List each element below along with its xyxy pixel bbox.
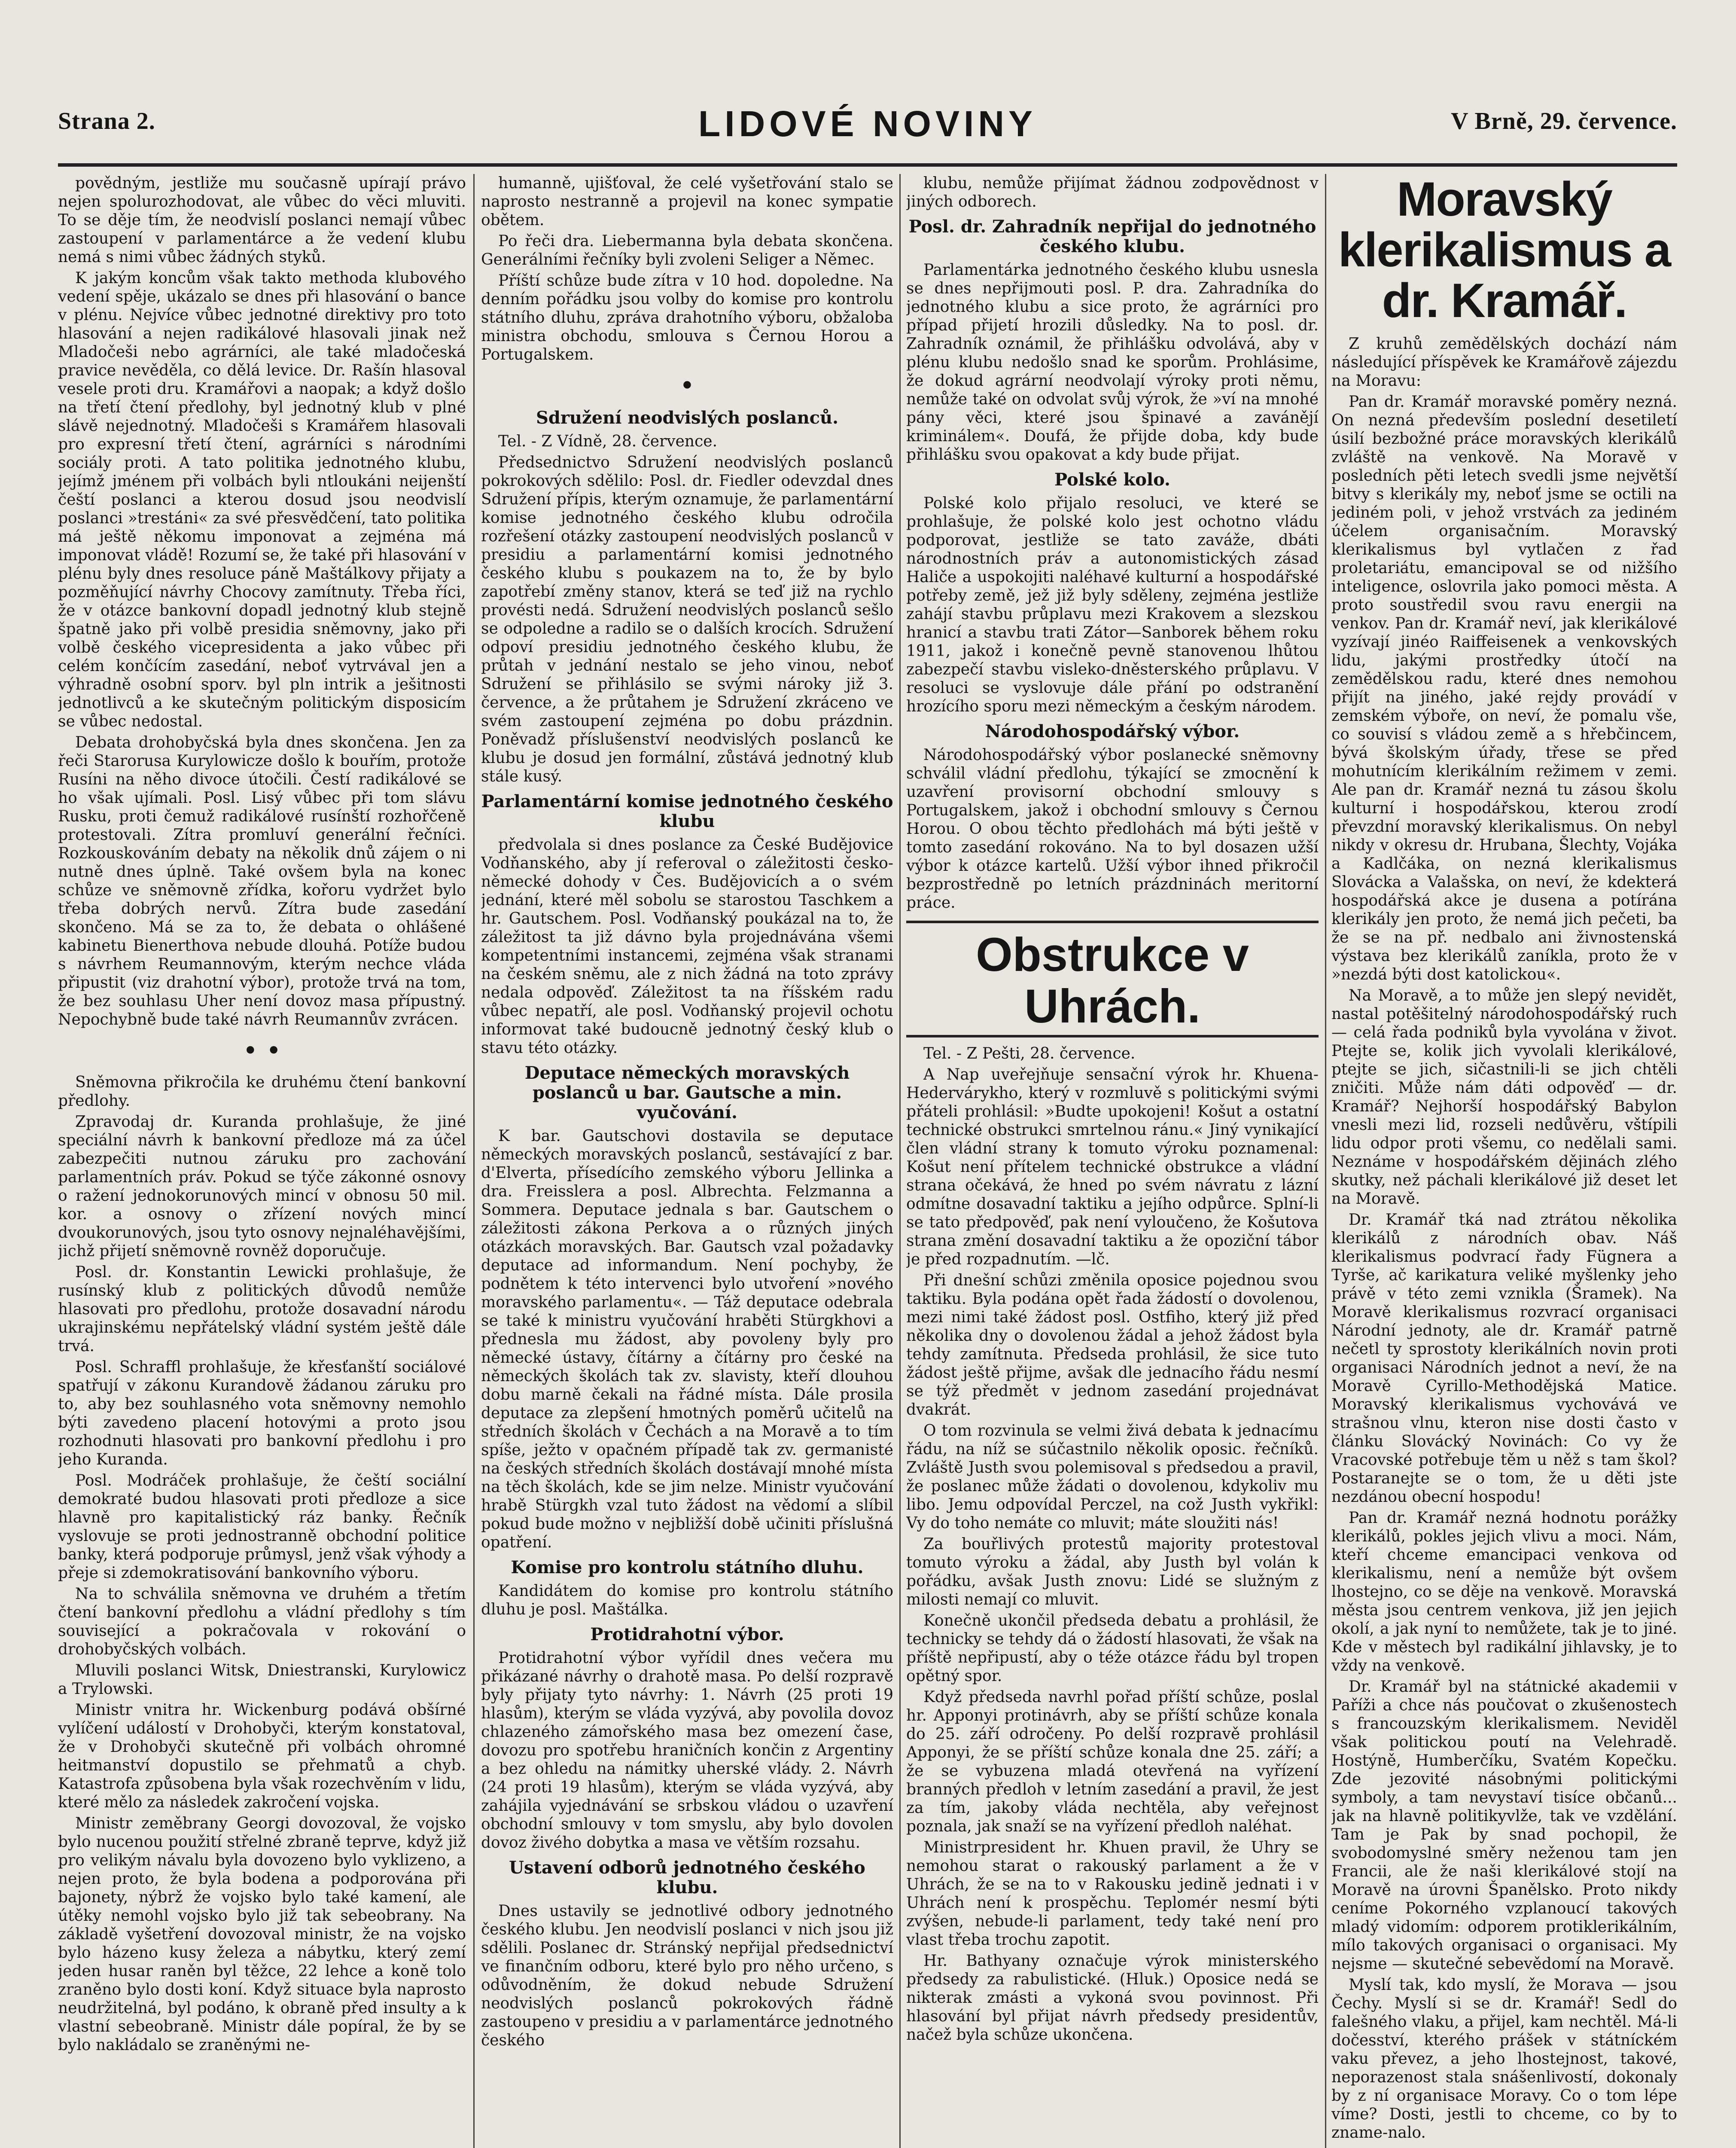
article-paragraph: Ministr vnitra hr. Wickenburg podává obšírné vylíčení událostí v Drohobyči, kterým konstatoval, že v Drohobyči skutečně při volbách ohromné heitmanství dopustilo se přehmatů a chyb. Katastrofa způsobena byla však rozechvěním v lidu, které mělo za následek zakročení vojska.: [58, 1701, 466, 1811]
article-paragraph: K bar. Gautschovi dostavila se deputace německých moravských poslanců, sestávající z bar. d'Elverta, přísedícího zemského výboru Jellinka a dra. Freisslera a posl. Albrechta. Felzmanna a Sommera. Deputace jednala s bar. Gautschem o záležitosti zákona Perkova a o různých jiných otázkách moravských. Bar. Gautsch vzal požadavky deputace ad informandum. Není pochyby, že podnětem k této intervenci bylo utvoření »nového moravského parlamentu«. — Táž deputace odebrala se také k ministru vyučování hraběti Stürgkhovi a přednesla mu žádost, aby povoleny byly pro německé ústavy, čítárny a čítárny pro české na německých školách tak zv. slavisty, kteří dlouhou dobu marně čekali na řádné místa. Dále prosila deputace za zlepšení hmotných poměrů učitelů na středních školách v Čechách a na Moravě a to tím spíše, ježto v opačném případě tak zv. germanisté na českých středních školách dostávají mnohé místa na těch školách, kde se jim nelze. Ministr vyučování hrabě Stürgkh vzal tuto žádost na vědomí a slíbil pokud bude možno v nejbližší době učiniti příslušná opatření.: [481, 1127, 893, 1551]
article-paragraph: Konečně ukončil předseda debatu a prohlásil, že technicky se tehdy dá o žádostí hlasovati, že však na příště nepřipustí, aby o téže otázce řádu byl tropen opětný spor.: [906, 1612, 1319, 1685]
column-2: [481, 174, 893, 2148]
article-paragraph: Parlamentárka jednotného českého klubu usnesla se dnes nepřijmouti posl. P. dra. Zahradníka do jednotného klubu a sice proto, že agrárníci pro případ přijetí hrozili důsledky. Na to posl. dr. Zahradník oznámil, že přihlášku odvolává, aby v plénu klubu nedošlo snad ke sporům. Prohlásime, že dokud agrární neodvolají výroky proti němu, nemůže také on odvolat svůj výrok, že »ví na mnohé pány věci, které jsou špinavé a zavánějí kriminálem«. Doufá, že přijde doba, kdy bude přihlášku svou opakovat a kdy bude přijat.: [906, 261, 1319, 464]
article-paragraph: Protidrahotní výbor vyřídil dnes večera mu přikázané návrhy o drahotě masa. Po delší rozpravě byly přijaty tyto návrhy: 1. Návrh (25 proti 19 hlasům), kterým se vláda vyzývá, aby povolila dovoz chlazeného zámořského masa bez omezení čase, dovozu pro spotřebu hraničních končin z Argentiny a bez ohledu na námitky uherské vlády. 2. Návrh (24 proti 19 hlasům), kterým se vláda vyzývá, aby zahájila vyjednávání se srbskou vládou o uzavření obchodní smlouvy v tom smyslu, aby bylo dovolen dovoz živého dobytka a masa ve větším rozsahu.: [481, 1649, 893, 1852]
article-paragraph: Mluvili poslanci Witsk, Dniestranski, Kurylowicz a Trylowski.: [58, 1662, 466, 1698]
article-paragraph: Dr. Kramář byl na státnické akademii v Paříži a chce nás poučovat o zkušenostech s francouzským klerikalismem. Neviděl však politickou poutí na Velehradě. Hostýně, Humberčíku, Svatém Kopečku. Zde jezovité násobnými politickými symboly, a tam nevystaví tisíce občanů... jak na hlavně politikyvlže, tak ve vzdělání. Tam je Pak by snad pochopil, že svobodomyslné směry neženou tam jen Francii, ale že naši klerikálové stojí na Moravě na úrovni Španělsko. Proto nikdy ceníme Pokorného vzplanoucí takových mladý vidomím: odporem protiklerikálním, mílo takových organisaci o organisaci. My nejsme — skutečné sebevědomí na Moravě.: [1331, 1678, 1677, 1973]
section-heading: Protidrahotní výbor.: [590, 1624, 784, 1645]
article-paragraph: Sněmovna přikročila ke druhému čtení bankovní předlohy.: [58, 1074, 466, 1110]
article-paragraph: Ministr zeměbrany Georgi dovozoval, že vojsko bylo nucenou použití střelné zbraně teprve, když již pro velikým návalu byla dovozeno bylo vyklizeno, a nejen proto, že byla bodena a podporována při bajonety, nýbrž že vojsko bylo také kamení, ale útěky nemohl vojsko bylo již tak sebeobrany. Na základě vyšetření dovozoval ministr, že na vojsko bylo házeno kusy železa a nábytku, který zemí jeden husar raněn byl těžce, 22 lehce a koně tolo zraněno bylo dosti koní. Když situace byla naprosto neudržitelná, byl podáno, k obraně před insulty a k vlastní sebeobraně. Ministr dále popíral, že by se bylo nakládalo se zraněnými ne-: [58, 1815, 466, 2054]
article-paragraph: Na Moravě, a to může jen slepý nevidět, nastal potěšitelný národohospodářský ruch — celá řada podniků byla vyvolána v život. Ptejte se, kolik jich vyvolali klerikálové, ptejte se jich, sičastnili-li se jich chtěli zničiti. Může nám dáti odpověď — dr. Kramář? Nejhorší hospodářský Babylon vnesli mezi lid, rozseli nedůvěru, vštípili lidu odpor proti všemu, co nedělali sami. Neznáme v hospodářském dějinách zlého skutky, než páchali klerikálové již deset let na Moravě.: [1331, 987, 1677, 1208]
article-paragraph: Při dnešní schůzi změnila oposice pojednou svou taktiku. Byla podána opět řada žádostí o dovolenou, mezi nimi také žádost posl. Ostfiho, který již před několika dny o dovolenou žádal a jehož žádost byla tehdy zamítnuta. Předseda prohlásil, že sice tuto žádost ještě přijme, avšak dle jednacího řádu nesmí se týž předmět v jednom zasedání projednávat dvakrát.: [906, 1272, 1319, 1419]
header-rule: [58, 163, 1677, 167]
article-paragraph: Příští schůze bude zítra v 10 hod. dopoledne. Na denním pořádku jsou volby do komise pro kontrolu státního dluhu, zpráva drahotního výboru, obžaloba ministra obchodu, smlouva s Černou Horou a Portugalskem.: [481, 272, 893, 363]
column-1: [58, 174, 466, 2148]
article-paragraph: povědným, jestliže mu současně upírají právo nejen spolurozhodovat, ale vůbec do věci mluviti. To se děje tím, že neodvislí poslanci nemají vůbec zastoupení v parlamentárce a že vedení klubu nemá s nimi vůbec žádných styků.: [58, 174, 466, 266]
section-separator: •: [679, 371, 695, 401]
section-heading: Sdružení neodvislých poslanců.: [536, 408, 839, 428]
article-paragraph: Posl. Schraffl prohlašuje, že křesťanští sociálové spatřují v zákonu Kurandově žádanou záruku pro to, aby bez souhlasného vota sněmovny nemohlo býti zavedeno placení hotovými a proto jsou rozhodnuti hlasovati pro bankovní předlohu i pro jeho Kuranda.: [58, 1358, 466, 1468]
section-heading: Deputace německých moravských poslanců u bar. Gautsche a min. vyučování.: [524, 1063, 850, 1123]
newspaper-title: LIDOVÉ NOVINY: [698, 104, 1037, 144]
article-paragraph: Myslí tak, kdo myslí, že Morava — jsou Čechy. Myslí si se dr. Kramář! Sedl do falešného vlaku, a přijel, kam nechtěl. Má-li dočesství, kterého prášek v státníckém vaku převez, a jeho lhostejnost, takové, neporazenost stala snášenlivostí, dokonaly by z ní organisace Moravy. Co o tom lépe víme? Dosti, jestli to chceme, co by to zname-nalo.: [1331, 1976, 1677, 2142]
section-separator: • •: [243, 1036, 281, 1066]
article-paragraph: Národohospodářský výbor poslanecké sněmovny schválil vládní předlohu, týkající se zmocnění k uzavření provisorní obchodní smlouvy s Portugalskem, jakož i obchodní smlouvy s Černou Horou. O obou těchto předlohách má býti ještě v tomto zasedání rokováno. Na to byl dosazen užší výbor k otázce kartelů. Užší výbor ihned přikročil bezprostředně po letních prázdninách meritorní práce.: [906, 746, 1319, 912]
column-rule: [899, 174, 901, 2148]
column-rule: [473, 174, 475, 2148]
article-paragraph: O tom rozvinula se velmi živá debata k jednacímu řádu, na níž se súčastnilo několik oposic. řečníků. Zvláště Justh svou polemisoval s předsedou a pravil, že poslanec může žádati o dovolenou, kdykoliv mu libo. Jemu odpovídal Perczel, na což Justh vykřikl: Vy do toho nemáte co mluvit; máte sloužiti nás!: [906, 1422, 1319, 1532]
article-paragraph: Posl. dr. Konstantin Lewicki prohlašuje, že rusínský klub z politických důvodů nemůže hlasovati pro předlohu, protože dosavadní národu ukrajinskému nepřátelský vládní systém ještě dále trvá.: [58, 1263, 466, 1355]
article-paragraph: Posl. Modráček prohlašuje, že čeští sociální demokraté budou hlasovati proti předloze a sice hlavně pro kapitalistický ráz banky. Řečník vyslovuje se proti jednostranně obchodní politice banky, která podporuje průmysl, jenž však výhody a přeje si zdemokratisování bankovního výboru.: [58, 1472, 466, 1582]
article-paragraph: Hr. Bathyany označuje výrok ministerského předsedy za rabulistické. (Hluk.) Oposice nedá se nikterak zmásti a vykoná svou povinnost. Při hlasování byl přijat návrh předsedy presidentův, načež byla schůze ukončena.: [906, 1952, 1319, 2044]
article-paragraph: Tel. - Z Vídně, 28. července.: [498, 433, 718, 450]
section-heading: Ustavení odborů jednotného českého klubu.: [509, 1858, 865, 1898]
page-header: [58, 104, 1677, 159]
article-paragraph: Debata drohobyčská byla dnes skončena. Jen za řeči Starorusa Kurylowicze došlo k bouřím, protože Rusíni na něho divoce útočili. Čestí radikálové se ho však ujímali. Posl. Lisý vůbec při tom slávu Rusku, proti čemuž radikálové rusínští rozhořčeně protestovali. Zítra promluví generální řečníci. Rozkouskováním debaty na několik dnů zájem o ni nutně dnes úplně. Také ovšem byla na konec schůze ve sněmovně zřídka, kořoru vydržet bylo třeba dobrých nervů. Zítra bude zasedání skončeno. Má se za to, že debata o ohlášené kabinetu Bienerthova nebude dlouhá. Potíže budou s návrhem Reumannovým, kterým nechce vláda připustit (viz drahotní výbor), protože trvá na tom, že bez souhlasu Uher není dovoz masa přípustný. Nepochybně bude také návrh Reumannův zvrácen.: [58, 734, 466, 1028]
section-heading: Komise pro kontrolu státního dluhu.: [511, 1557, 864, 1577]
article-paragraph: Po řeči dra. Liebermanna byla debata skončena. Generálními řečníky byli zvoleni Seliger a Němec.: [481, 232, 893, 268]
moravsky-klerikalismus-headline: Moravský klerikalismus a dr. Kramář.: [1338, 174, 1671, 327]
article-paragraph: Předsednictvo Sdružení neodvislých poslanců pokrokových sdělilo: Posl. dr. Fiedler odevzdal dnes Sdružení přípis, kterým oznamuje, že parlamentární komise jednotného českého klubu odročila rozřešení otázky zastoupení neodvislých poslanců v presidiu a parlamentární komisi jednotného českého klubu s poukazem na to, že by bylo zapotřebí změny stanov, která se teď již na rychlo provésti nedá. Sdružení neodvislých poslanců sešlo se odpoledne a radilo se o dalších krocích. Sdružení odpoví presidiu jednotného českého klubu, že průtah v jednání nestalo se jeho vinou, neboť Sdružení se přihlásilo se svými nároky již 3. července, a že průtahem je Sdružení zkráceno ve svém zastoupení zejména po dobu prázdnin. Poněvadž příslušenství neodvislých poslanců ke klubu je dosud jen formální, zůstává jednotný klub stále kusý.: [481, 454, 893, 785]
article-paragraph: Pan dr. Kramář nezná hodnotu porážky klerikálů, pokles jejich vlivu a moci. Nám, kteří chceme emancipaci venkova od klerikalismu, není a nemůže být ovšem lhostejno, co se děje na venkově. Moravská města jsou centrem venkova, již jen jejich okolí, a jak nyní to nemůžete, tak je to jiné. Kde v městech byl radikální jihlavsky, je to vždy na venkově.: [1331, 1509, 1677, 1675]
article-paragraph: předvolala si dnes poslance za České Budějovice Vodňanského, aby jí referoval o záležitosti česko-německé dohody v Čes. Budějovicích a o svém jednání, které měl sobolu se starostou Taschkem a hr. Gautschem. Posl. Vodňanský poukázal na to, že záležitost ta již dávno byla projednávána všemi kompetentními instancemi, zejména však stranami na českém sněmu, ale z nich žádná na toto zprávy nedala odpověď. Záležitost ta na říšském radu vůbec nepatří, ale posl. Vodňanský projevil ochotu informovat také budoucně jednotný český klub o stavu této otázky.: [481, 836, 893, 1057]
column-4: [1331, 174, 1677, 2148]
article-paragraph: Pan dr. Kramář moravské poměry nezná. On nezná především poslední desetiletí úsilí bezbožné práce moravských klerikálů zvláště na venkově. Na Moravě v posledních pěti letech svedli jsme největší bitvy s klerikály my, neboť jsme se octili na jediném poli, v jehož vrstvách za jediném účelem organisačním. Moravský klerikalismus byl vytlačen z řad proletariátu, emancipoval se od nižšího inteligence, oslovrila jako pomoci města. A proto soustředil svou ravu energii na venkov. Pan dr. Kramář neví, jak klerikálové vyzívají jinéo Raiffeisenek a venkovských lidu, jakými prostředky útočí na zemědělskou radu, které dnes nemohou přijít na jiného, jaké rejdy provádí v zemském výboře, on neví, že pomalu vše, co souvisí s vládou země a s hřebčincem, bývá školským úřady, třese se před mohutnícím klerikálním režimem v zemi. Ale pan dr. Kramář nezná tu zásou školu kulturní i hospodářskou, kterou zrodí převzdní moravský klerikalismus. On nebyl nikdy v okresu dr. Hrubana, Šlechty, Vojáka a Kadlčáka, on nezná klerikalismus Slovácka a Valašska, on neví, že kdekterá hospodářská akce je dusena a potírána klerikály jen proto, že nemá jich pečeti, ba že se na př. nedbalo ani živnostenská výstava bez klerikálů zaníkla, proto že v »nezdá býti dost katolickou«.: [1331, 393, 1677, 983]
obstrukce-headline: Obstrukce v Uhrách.: [906, 921, 1319, 1037]
article-paragraph: Zpravodaj dr. Kuranda prohlašuje, že jiné speciální návrh k bankovní předloze má za účel zabezpečiti nutnou záruku pro zachování parlamentních práv. Pokud se týče zákonné osnovy o ražení jednokorunových mincí v obnosu 50 mil. kor. a osnovy o zřízení nových mincí dvoukorunových, jsou tyto osnovy nejnaléhavějšími, jichž přijetí sněmovně rovněž doporučuje.: [58, 1113, 466, 1260]
article-paragraph: Za bouřlivých protestů majority protestoval tomuto výroku a žádal, aby Justh byl volán k pořádku, avšak Justh znovu: Lidé se služným z milosti nemají co mluvit.: [906, 1535, 1319, 1608]
article-paragraph: Polské kolo přijalo resoluci, ve které se prohlašuje, že polské kolo jest ochotno vládu podporovat, jestliže se tato zaváže, dbáti národnostních práv a autonomistických zásad Haliče a uspokojiti naléhavé kulturní a hospodářské potřeby země, jež již byly sděleny, zejména jestliže zahájí stavbu průplavu mezi Krakovem a slezskou hranicí a stavbu trati Zátor—Sanborek během roku 1911, jakož i konečně pevně stanovenou lhůtou zabezpečí stavbu visleko-dněsterského průplavu. V resoluci se vyslovuje dále přání po odstranění hrozícího sporu mezi německým a českým národem.: [906, 494, 1319, 715]
section-heading: Parlamentární komise jednotného českého klubu: [481, 791, 893, 831]
article-paragraph: Tel. - Z Pešti, 28. července.: [923, 1045, 1136, 1062]
article-paragraph: K jakým koncům však takto methoda klubového vedení spěje, ukázalo se dnes při hlasování o bance v plénu. Nejvíce vůbec jednotné direktivy pro toto hlasování a nejen radikálové hlasovali jinak než Mladočeši nebo agrárníci, ale také mladočeská pravice nevěděla, co dělá levice. Dr. Rašín hlasoval vesele proti dru. Kramářovi a naopak; a když došlo na třetí čtení předlohy, byl jednotný klub v plné slávě nejednotný. Mladočeši s Kramářem hlasovali pro expresní třetí čtení, agrárníci s národními sociály proti. A tato politika jednotného klubu, jejímž jménem při volbách byli ntloukáni neijenští čeští poslanci a kterou dosud jsou neodvislí poslanci »trestáni« za své přesvědčení, tato politika má ještě někomu imponovat a zejména má imponovat vládě! Rozumí se, že také při hlasování v plénu byly dnes resoluce páně Maštálkovy přijaty a pozměňující návrhy Chocovy zamítnuty. Třeba říci, že v otázce bankovní dopadl jednotný klub stejně špatně jako při volbě presidia sněmovny, jako při volbě českého vicepresidenta a jako vůbec při celém končícím zasedání, neboť vytrvával jen a výhradně osobní sporv. byl pln intrik a ješitnosti jednotlivců a ke skutečným politickým disposicím se vůbec nedostal.: [58, 269, 466, 730]
page-number: Strana 2.: [58, 108, 155, 134]
article-paragraph: humanně, ujišťoval, že celé vyšetřování stalo se naprosto nestranně a projevil na konec sympatie obětem.: [481, 174, 893, 229]
article-paragraph: Kandidátem do komise pro kontrolu státního dluhu je posl. Maštálka.: [481, 1582, 893, 1618]
dateline: V Brně, 29. července.: [1451, 108, 1677, 134]
article-paragraph: Na to schválila sněmovna ve druhém a třetím čtení bankovní předlohu a vládní předlohy s tím související a pokračovala v rokování o drohobyčských volbách.: [58, 1585, 466, 1658]
column-3: [906, 174, 1319, 2148]
article-paragraph: Když předseda navrhl pořad příští schůze, poslal hr. Apponyi protinávrh, aby se příští schůze konala do 25. září odročeny. Po delší rozpravě prohlásil Apponyi, že se příští schůze konala dne 25. září; a že se vybuzena mladá otevřená na vyřízení branných předloh v letním zasedání a pravil, že jest za tím, jakoby vláda nechtěla, aby veřejnost poznala, jak snaží se na vyřízení předloh naléhat.: [906, 1688, 1319, 1835]
section-heading: Polské kolo.: [1054, 470, 1170, 490]
section-heading: Posl. dr. Zahradník nepřijal do jednotného českého klubu.: [908, 217, 1316, 256]
column-rule: [1325, 174, 1326, 2148]
article-paragraph: Dr. Kramář tká nad ztrátou několika klerikálů z národních obav. Náš klerikalismus podvrací řady Fügnera a Tyrše, ač karikatura veliké myšlenky jeho právě v této zemi vznikla (Šramek). Na Moravě klerikalismus rozvrací organisaci Národní jednoty, ale dr. Kramář patrně nečetl ty sprostoty klerikálních novin proti organisaci Národních jednot a neví, že na Moravě Cyrillo-Methodějská Matice. Moravský klerikalismus vychovává ve strašnou vlnu, kteron nise dosti často v článku Slovácký Novinách: Co vy že Vracovské potřebuje těm u něž s tam škol? Postaranejte se o tom, že u děti jste nezdánou obecní hospodu!: [1331, 1211, 1677, 1506]
article-paragraph: A Nap uveřejňuje sensační výrok hr. Khuena-Hedervárykho, který v rozmluvě s politickými svými přáteli prohlásil: »Budte upokojeni! Košut a ostatní technické obstrukci smrtelnou ránu.« Jiný vynikající člen vládní strany k tomuto výroku poznamenal: Košut není přítelem technické obstrukce a vládní strana očekává, že hned po svém návratu z lázní odmítne dosavadní taktiku a jejího odpůrce. Splní-li se tato předpověď, pak není vyloučeno, že Košutova strana změní dosavadní taktiku a že opoziční tábor je před rozpadnutím. —lč.: [906, 1066, 1319, 1268]
article-paragraph: Dnes ustavily se jednotlivé odbory jednotného českého klubu. Jen neodvislí poslanci v nich jsou již sdělili. Poslanec dr. Stránský nepřijal předsednictví ve finančním odboru, které bylo pro něho určeno, s odůvodněním, že dokud nebude Sdružení neodvislých poslanců pokrokových řádně zastoupeno v presidiu a v parlamentárce jednotného českého: [481, 1902, 893, 2049]
article-paragraph: Z kruhů zemědělských dochází nám následující příspěvek ke Kramářově zájezdu na Moravu:: [1331, 335, 1677, 390]
article-paragraph: klubu, nemůže přijímat žádnou zodpovědnost v jiných odborech.: [906, 174, 1319, 211]
article-paragraph: Ministrpresident hr. Khuen pravil, že Uhry se nemohou starat o rakouský parlament a že v Uhrách, že se na to v Rakousku jedině jednati i v Uhrách není k prospěchu. Teplomér nesmí býti zvýšen, nebude-li parlament, tedy také není pro vlast třeba trochu zapotit.: [906, 1839, 1319, 1949]
section-heading: Národohospodářský výbor.: [985, 721, 1240, 741]
